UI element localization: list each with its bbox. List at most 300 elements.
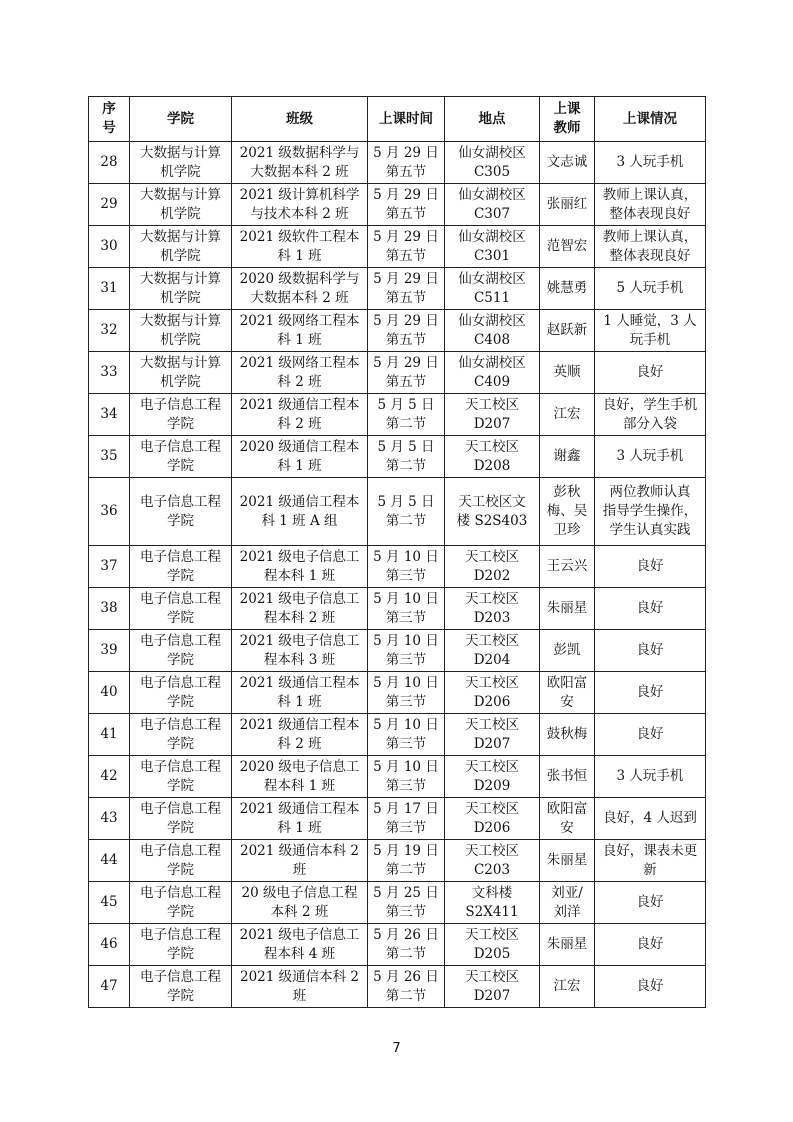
cell-teacher-text: 英顺	[553, 364, 581, 380]
cell-college	[130, 352, 232, 394]
cell-time-text: 5 月 10 日 第三节	[373, 590, 439, 626]
cell-time-text: 5 月 26 日 第二节	[373, 968, 439, 1004]
cell-location-text: 天工校区 D203	[465, 590, 519, 626]
cell-location-text: 天工校区 D206	[465, 800, 519, 836]
cell-location	[445, 226, 540, 268]
cell-college	[130, 436, 232, 478]
cell-college	[130, 714, 232, 756]
cell-seq-text: 37	[100, 558, 118, 574]
cell-status	[595, 966, 706, 1008]
cell-time	[368, 882, 445, 924]
table-row	[89, 966, 706, 1008]
cell-teacher	[540, 268, 595, 310]
cell-seq	[89, 478, 130, 546]
cell-teacher-text: 张书恒	[546, 768, 588, 784]
cell-seq	[89, 798, 130, 840]
table-row	[89, 672, 706, 714]
cell-college-text: 电子信息工程 学院	[140, 493, 221, 529]
table-row	[89, 756, 706, 798]
cell-seq-text: 43	[100, 810, 118, 826]
cell-status-text: 5 人玩手机	[616, 280, 684, 296]
cell-teacher-text: 彭秋 梅、吴 卫珍	[546, 484, 588, 538]
cell-teacher	[540, 436, 595, 478]
cell-seq	[89, 268, 130, 310]
cell-seq	[89, 226, 130, 268]
table-row	[89, 310, 706, 352]
cell-status	[595, 756, 706, 798]
cell-class-text: 2021 级通信工程本 科 1 班	[239, 800, 360, 836]
cell-class-text: 2021 级通信本科 2 班	[239, 842, 360, 878]
cell-status	[595, 226, 706, 268]
cell-time	[368, 394, 445, 436]
cell-location	[445, 546, 540, 588]
cell-college-text: 大数据与计算 机学院	[140, 186, 221, 222]
table-row	[89, 840, 706, 882]
cell-location	[445, 394, 540, 436]
cell-location	[445, 352, 540, 394]
cell-location-text: 天工校区 D208	[465, 438, 519, 474]
cell-location	[445, 184, 540, 226]
cell-location	[445, 268, 540, 310]
cell-time	[368, 226, 445, 268]
cell-seq-text: 33	[100, 364, 118, 380]
cell-status	[595, 352, 706, 394]
cell-location	[445, 672, 540, 714]
page-number: 7	[392, 1041, 401, 1056]
cell-college	[130, 798, 232, 840]
cell-status-text: 教师上课认真， 整体表现良好	[602, 228, 698, 264]
cell-college	[130, 546, 232, 588]
cell-location-text: 天工校区 C203	[465, 842, 519, 878]
table-row	[89, 924, 706, 966]
cell-college-text: 大数据与计算 机学院	[140, 354, 221, 390]
cell-college	[130, 268, 232, 310]
cell-teacher-text: 欧阳富 安	[546, 800, 588, 836]
cell-teacher	[540, 588, 595, 630]
cell-teacher-text: 赵跃新	[546, 322, 588, 338]
cell-location	[445, 630, 540, 672]
cell-status-text: 3 人玩手机	[616, 154, 684, 170]
cell-location-text: 天工校区 D204	[465, 632, 519, 668]
cell-time	[368, 310, 445, 352]
cell-time	[368, 798, 445, 840]
cell-location-text: 天工校区 D207	[465, 968, 519, 1004]
cell-class-text: 2021 级网络工程本 科 1 班	[239, 312, 360, 348]
cell-teacher-text: 谢鑫	[553, 448, 581, 464]
cell-teacher	[540, 756, 595, 798]
cell-teacher	[540, 142, 595, 184]
cell-seq-text: 42	[100, 768, 118, 784]
cell-college-text: 电子信息工程 学院	[140, 548, 221, 584]
cell-location-text: 天工校区 D206	[465, 674, 519, 710]
table-row	[89, 630, 706, 672]
cell-seq-text: 30	[100, 238, 118, 254]
cell-time-text: 5 月 19 日 第二节	[373, 842, 439, 878]
cell-college	[130, 882, 232, 924]
cell-college-text: 电子信息工程 学院	[140, 632, 221, 668]
cell-class-text: 20 级电子信息工程 本科 2 班	[241, 884, 358, 920]
cell-time-text: 5 月 25 日 第三节	[373, 884, 439, 920]
cell-seq	[89, 672, 130, 714]
cell-seq	[89, 630, 130, 672]
cell-location-text: 天工校区 D207	[465, 396, 519, 432]
cell-college	[130, 142, 232, 184]
cell-class	[232, 882, 368, 924]
cell-location	[445, 142, 540, 184]
cell-college-text: 电子信息工程 学院	[140, 590, 221, 626]
cell-class-text: 2021 级电子信息工 程本科 1 班	[239, 548, 360, 584]
header-college: 学院	[130, 97, 232, 142]
cell-teacher	[540, 630, 595, 672]
cell-teacher	[540, 966, 595, 1008]
cell-college	[130, 630, 232, 672]
cell-time-text: 5 月 29 日 第五节	[373, 354, 439, 390]
cell-class	[232, 310, 368, 352]
table-row	[89, 478, 706, 546]
cell-teacher	[540, 546, 595, 588]
cell-status	[595, 184, 706, 226]
cell-location	[445, 924, 540, 966]
cell-seq	[89, 924, 130, 966]
cell-status-text: 良好，学生手机 部分入袋	[602, 396, 698, 432]
cell-status	[595, 798, 706, 840]
cell-status	[595, 546, 706, 588]
cell-time-text: 5 月 10 日 第三节	[373, 674, 439, 710]
cell-teacher	[540, 184, 595, 226]
cell-seq-text: 47	[100, 978, 118, 994]
cell-class-text: 2021 级电子信息工 程本科 2 班	[239, 590, 360, 626]
cell-seq	[89, 310, 130, 352]
cell-teacher	[540, 478, 595, 546]
cell-class	[232, 352, 368, 394]
cell-seq-text: 40	[100, 684, 118, 700]
cell-status-text: 良好，4 人迟到	[603, 810, 697, 826]
cell-status	[595, 714, 706, 756]
cell-college-text: 电子信息工程 学院	[140, 396, 221, 432]
cell-time	[368, 142, 445, 184]
cell-status-text: 良好	[636, 642, 664, 658]
cell-location	[445, 436, 540, 478]
cell-status	[595, 268, 706, 310]
cell-status-text: 3 人玩手机	[616, 768, 684, 784]
cell-college	[130, 588, 232, 630]
cell-class	[232, 546, 368, 588]
cell-status	[595, 588, 706, 630]
table-row	[89, 184, 706, 226]
cell-location-text: 仙女湖校区 C409	[458, 354, 526, 390]
cell-seq	[89, 714, 130, 756]
table-row	[89, 352, 706, 394]
cell-seq-text: 39	[100, 642, 118, 658]
cell-teacher-text: 欧阳富 安	[546, 674, 588, 710]
cell-seq	[89, 588, 130, 630]
cell-class	[232, 268, 368, 310]
cell-class-text: 2021 级电子信息工 程本科 4 班	[239, 926, 360, 962]
cell-class	[232, 924, 368, 966]
cell-time	[368, 714, 445, 756]
cell-status	[595, 394, 706, 436]
cell-college	[130, 394, 232, 436]
cell-college-text: 电子信息工程 学院	[140, 800, 221, 836]
table-row	[89, 226, 706, 268]
cell-seq	[89, 142, 130, 184]
table-row	[89, 882, 706, 924]
cell-class-text: 2020 级通信工程本 科 1 班	[239, 438, 360, 474]
cell-teacher-text: 范智宏	[546, 238, 588, 254]
cell-status	[595, 630, 706, 672]
cell-teacher-text: 姚慧勇	[546, 280, 588, 296]
cell-status	[595, 882, 706, 924]
cell-time-text: 5 月 5 日 第二节	[377, 396, 435, 432]
cell-college	[130, 310, 232, 352]
cell-class	[232, 630, 368, 672]
cell-teacher	[540, 840, 595, 882]
cell-location	[445, 882, 540, 924]
cell-status-text: 3 人玩手机	[616, 448, 684, 464]
table-row	[89, 714, 706, 756]
cell-time	[368, 756, 445, 798]
cell-time-text: 5 月 10 日 第三节	[373, 758, 439, 794]
cell-status-text: 良好	[636, 936, 664, 952]
cell-time-text: 5 月 17 日 第三节	[373, 800, 439, 836]
cell-teacher	[540, 310, 595, 352]
cell-seq-text: 32	[100, 322, 118, 338]
cell-college-text: 电子信息工程 学院	[140, 968, 221, 1004]
cell-class	[232, 478, 368, 546]
table-row	[89, 436, 706, 478]
cell-time-text: 5 月 29 日 第五节	[373, 144, 439, 180]
cell-seq	[89, 184, 130, 226]
cell-college	[130, 924, 232, 966]
cell-time	[368, 268, 445, 310]
cell-status-text: 良好，课表未更 新	[602, 842, 698, 878]
cell-status-text: 良好	[636, 684, 664, 700]
cell-seq-text: 36	[100, 503, 118, 519]
cell-college-text: 电子信息工程 学院	[140, 842, 221, 878]
cell-class-text: 2021 级数据科学与 大数据本科 2 班	[239, 144, 360, 180]
cell-status-text: 良好	[636, 600, 664, 616]
cell-college-text: 大数据与计算 机学院	[140, 270, 221, 306]
cell-status-text: 两位教师认真 指导学生操作， 学生认真实践	[602, 484, 698, 538]
cell-class-text: 2021 级通信本科 2 班	[239, 968, 360, 1004]
cell-seq	[89, 840, 130, 882]
cell-college	[130, 184, 232, 226]
cell-status	[595, 310, 706, 352]
cell-location-text: 仙女湖校区 C305	[458, 144, 526, 180]
cell-college-text: 电子信息工程 学院	[140, 716, 221, 752]
header-teacher: 上课 教师	[540, 97, 595, 142]
cell-teacher	[540, 352, 595, 394]
cell-status-text: 1 人睡觉，3 人 玩手机	[603, 312, 697, 348]
cell-time-text: 5 月 10 日 第三节	[373, 548, 439, 584]
cell-status-text: 良好	[636, 726, 664, 742]
cell-class-text: 2021 级计算机科学 与技术本科 2 班	[239, 186, 360, 222]
cell-status-text: 良好	[636, 894, 664, 910]
cell-college-text: 电子信息工程 学院	[140, 758, 221, 794]
cell-location-text: 文科楼 S2X411	[465, 884, 519, 920]
header-seq: 序 号	[89, 97, 130, 142]
cell-college-text: 电子信息工程 学院	[140, 926, 221, 962]
cell-college	[130, 840, 232, 882]
cell-time	[368, 630, 445, 672]
cell-status-text: 良好	[636, 558, 664, 574]
cell-teacher-text: 彭凯	[553, 642, 581, 658]
cell-time-text: 5 月 10 日 第三节	[373, 716, 439, 752]
cell-time	[368, 966, 445, 1008]
cell-class	[232, 672, 368, 714]
cell-time	[368, 478, 445, 546]
cell-class	[232, 588, 368, 630]
cell-college	[130, 966, 232, 1008]
cell-time-text: 5 月 10 日 第三节	[373, 632, 439, 668]
cell-class	[232, 840, 368, 882]
cell-time-text: 5 月 29 日 第五节	[373, 228, 439, 264]
cell-class	[232, 798, 368, 840]
cell-location	[445, 966, 540, 1008]
cell-class-text: 2021 级通信工程本 科 1 班 A 组	[239, 493, 360, 529]
header-class: 班级	[232, 97, 368, 142]
cell-college-text: 电子信息工程 学院	[140, 438, 221, 474]
cell-teacher	[540, 882, 595, 924]
cell-class-text: 2021 级通信工程本 科 2 班	[239, 396, 360, 432]
cell-time	[368, 184, 445, 226]
cell-time	[368, 546, 445, 588]
cell-location	[445, 714, 540, 756]
cell-teacher-text: 文志诚	[546, 154, 588, 170]
table-row	[89, 588, 706, 630]
cell-teacher	[540, 394, 595, 436]
cell-class	[232, 966, 368, 1008]
cell-time-text: 5 月 29 日 第五节	[373, 186, 439, 222]
cell-location-text: 仙女湖校区 C511	[458, 270, 526, 306]
cell-seq-text: 35	[100, 448, 118, 464]
cell-teacher-text: 鼓秋梅	[546, 726, 588, 742]
cell-time-text: 5 月 5 日 第二节	[377, 438, 435, 474]
cell-class	[232, 142, 368, 184]
cell-time-text: 5 月 29 日 第五节	[373, 270, 439, 306]
cell-status-text: 教师上课认真， 整体表现良好	[602, 186, 698, 222]
cell-seq-text: 45	[100, 894, 118, 910]
cell-status	[595, 672, 706, 714]
cell-seq	[89, 394, 130, 436]
cell-class	[232, 184, 368, 226]
cell-location	[445, 478, 540, 546]
cell-college-text: 大数据与计算 机学院	[140, 144, 221, 180]
cell-location	[445, 588, 540, 630]
cell-class-text: 2021 级通信工程本 科 1 班	[239, 674, 360, 710]
cell-location	[445, 756, 540, 798]
cell-teacher-text: 刘亚/ 刘洋	[551, 884, 583, 920]
table-row	[89, 268, 706, 310]
cell-class-text: 2021 级通信工程本 科 2 班	[239, 716, 360, 752]
cell-college-text: 电子信息工程 学院	[140, 674, 221, 710]
table-body	[89, 142, 706, 1008]
cell-seq	[89, 436, 130, 478]
cell-seq-text: 41	[100, 726, 118, 742]
cell-seq-text: 38	[100, 600, 118, 616]
cell-seq	[89, 756, 130, 798]
cell-time-text: 5 月 26 日 第二节	[373, 926, 439, 962]
cell-class-text: 2021 级软件工程本 科 1 班	[239, 228, 360, 264]
cell-location-text: 天工校区 D202	[465, 548, 519, 584]
cell-college	[130, 672, 232, 714]
header-location: 地点	[445, 97, 540, 142]
cell-location-text: 天工校区 D209	[465, 758, 519, 794]
cell-class	[232, 714, 368, 756]
cell-teacher-text: 朱丽星	[546, 600, 588, 616]
cell-status	[595, 924, 706, 966]
cell-teacher-text: 朱丽星	[546, 852, 588, 868]
cell-location	[445, 840, 540, 882]
cell-time	[368, 436, 445, 478]
inspection-table	[88, 96, 706, 1008]
cell-seq	[89, 882, 130, 924]
cell-class-text: 2021 级网络工程本 科 2 班	[239, 354, 360, 390]
cell-seq-text: 46	[100, 936, 118, 952]
cell-seq-text: 29	[100, 196, 118, 212]
cell-time-text: 5 月 29 日 第五节	[373, 312, 439, 348]
cell-teacher	[540, 226, 595, 268]
cell-seq-text: 31	[100, 280, 118, 296]
cell-status-text: 良好	[636, 978, 664, 994]
cell-time	[368, 924, 445, 966]
table-row	[89, 394, 706, 436]
cell-location-text: 仙女湖校区 C307	[458, 186, 526, 222]
cell-teacher-text: 江宏	[553, 978, 581, 994]
cell-location	[445, 310, 540, 352]
table-row	[89, 142, 706, 184]
cell-location-text: 天工校区文 楼 S2S403	[456, 493, 528, 529]
cell-status	[595, 142, 706, 184]
cell-status-text: 良好	[636, 364, 664, 380]
cell-teacher	[540, 714, 595, 756]
cell-college-text: 电子信息工程 学院	[140, 884, 221, 920]
cell-seq	[89, 352, 130, 394]
cell-time	[368, 588, 445, 630]
cell-time	[368, 352, 445, 394]
cell-time-text: 5 月 5 日 第二节	[377, 493, 435, 529]
cell-college	[130, 756, 232, 798]
cell-class	[232, 756, 368, 798]
cell-college	[130, 478, 232, 546]
cell-class-text: 2020 级电子信息工 程本科 1 班	[239, 758, 360, 794]
table-row	[89, 798, 706, 840]
cell-teacher	[540, 798, 595, 840]
cell-class-text: 2021 级电子信息工 程本科 3 班	[239, 632, 360, 668]
cell-status	[595, 436, 706, 478]
cell-seq-text: 44	[100, 852, 118, 868]
cell-location-text: 仙女湖校区 C301	[458, 228, 526, 264]
cell-college-text: 大数据与计算 机学院	[140, 228, 221, 264]
cell-teacher-text: 江宏	[553, 406, 581, 422]
cell-location-text: 仙女湖校区 C408	[458, 312, 526, 348]
header-status: 上课情况	[595, 97, 706, 142]
cell-college	[130, 226, 232, 268]
cell-seq	[89, 966, 130, 1008]
cell-seq-text: 28	[100, 154, 118, 170]
cell-teacher	[540, 672, 595, 714]
cell-class-text: 2020 级数据科学与 大数据本科 2 班	[239, 270, 360, 306]
cell-class	[232, 436, 368, 478]
cell-class	[232, 394, 368, 436]
cell-time	[368, 840, 445, 882]
cell-teacher-text: 张丽红	[546, 196, 588, 212]
cell-teacher-text: 朱丽星	[546, 936, 588, 952]
cell-location-text: 天工校区 D205	[465, 926, 519, 962]
table-row	[89, 546, 706, 588]
cell-time	[368, 672, 445, 714]
header-time: 上课时间	[368, 97, 445, 142]
